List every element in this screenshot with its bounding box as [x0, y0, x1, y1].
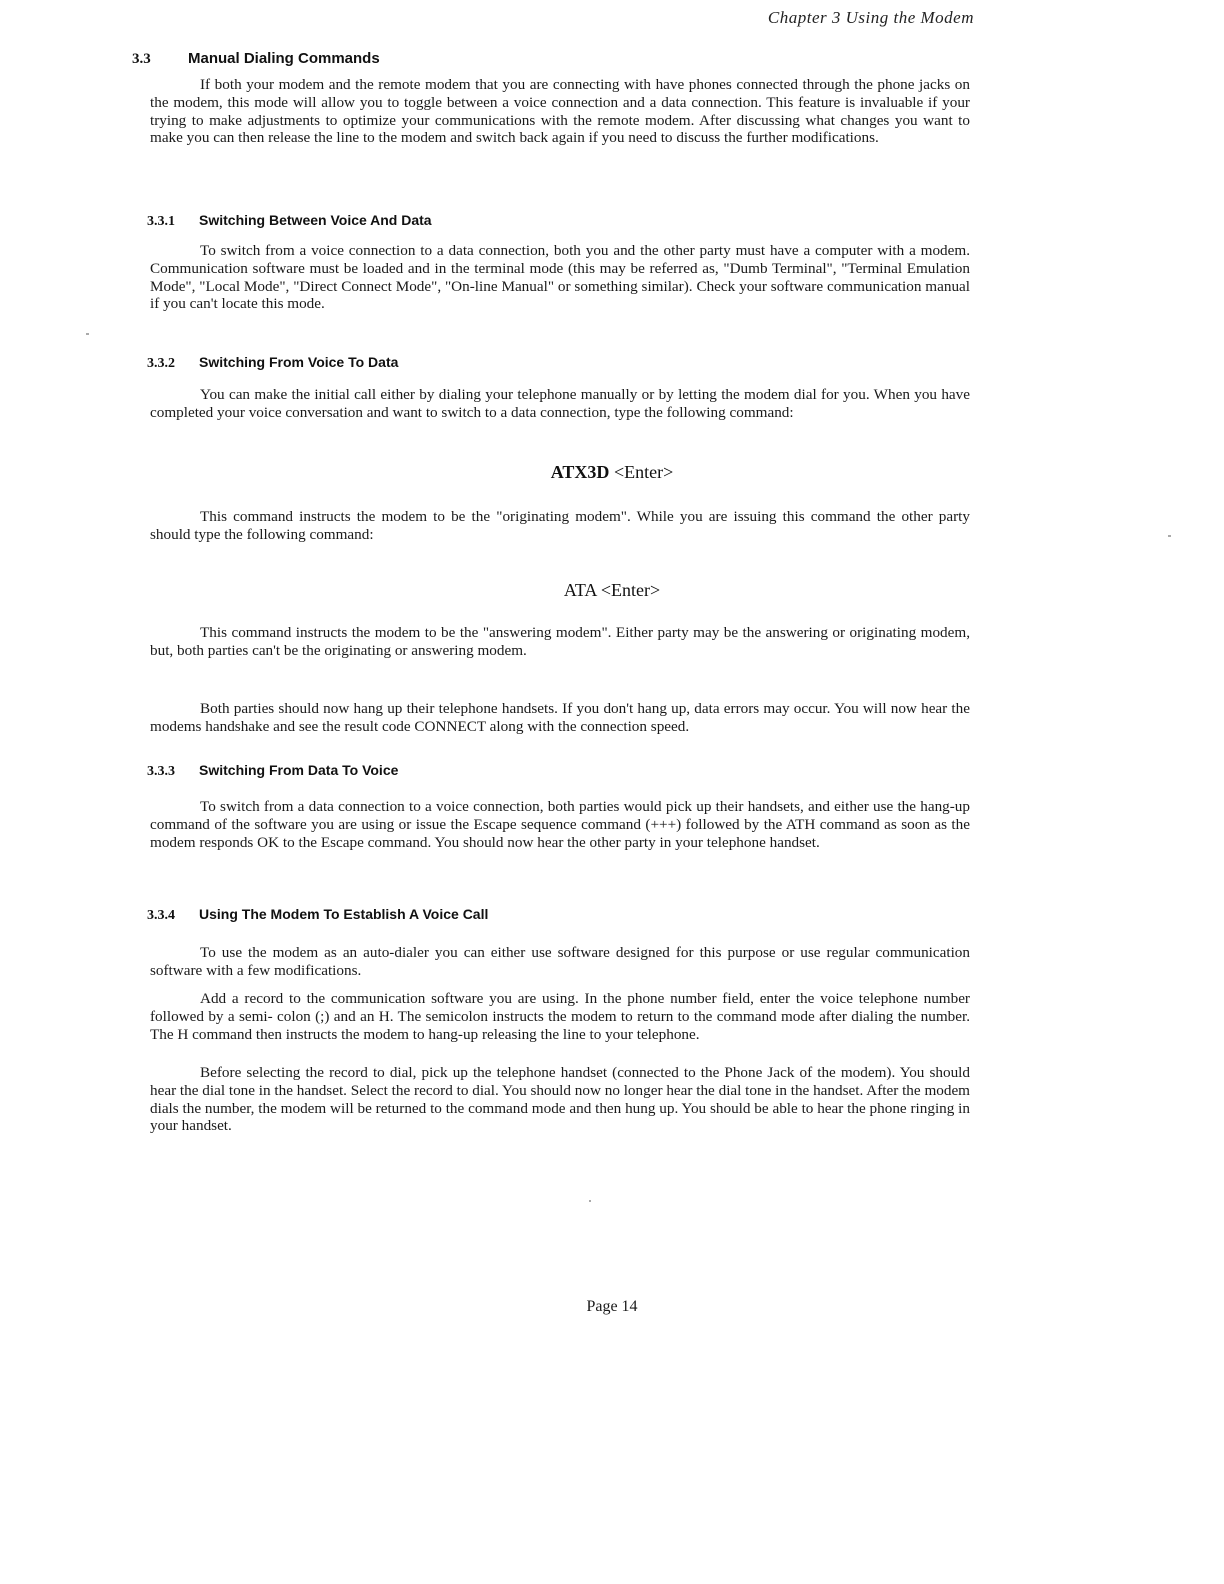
- paragraph-3-3-4-a: To use the modem as an auto-dialer you can either use software designed for this purpose or use regular communication software with a few modifications.: [150, 944, 970, 979]
- paragraph-3-3-4-c: Before selecting the record to dial, pick up the telephone handset (connected to the Phone Jack of the modem). You should hear the dial tone in the handset. Select the record to dial. You should now no longer hear the dial tone in the handset. After the modem dials the number, the modem will be returned to the command mode and then hung up. You should be able to hear the phone ringing in your handset.: [150, 1064, 970, 1135]
- paragraph-3-3-4-b: Add a record to the communication software you are using. In the phone number field, enter the voice telephone number followed by a semi- colon (;) and an H. The semicolon instructs the modem to return to the command mode after dialing the number. The H command then instructs the modem to hang-up releasing the line to your telephone.: [150, 990, 970, 1043]
- section-title: Switching From Data To Voice: [199, 762, 399, 778]
- paragraph-3-3-2-a: You can make the initial call either by dialing your telephone manually or by letting the modem dial for you. When you have completed your voice conversation and want to switch to a data connection, type the following command:: [150, 386, 970, 421]
- section-number: 3.3.3: [147, 764, 175, 779]
- running-header: Chapter 3 Using the Modem: [767, 8, 974, 27]
- paragraph-3-3: If both your modem and the remote modem that you are connecting with have phones connected through the phone jacks on the modem, this mode will allow you to toggle between a voice connection and a data connection. This feature is invaluable if your trying to make adjustments to optimize your communications with the remote modem. After discussing what changes you want to make you can then release the line to the modem and switch back again if you need to discuss the further modifications.: [150, 76, 970, 147]
- section-number: 3.3.1: [147, 214, 175, 229]
- section-title: Using The Modem To Establish A Voice Call: [199, 906, 489, 922]
- section-title: Switching From Voice To Data: [199, 354, 399, 370]
- page-number: Page 14: [586, 1298, 638, 1315]
- command-code: ATX3D: [550, 462, 610, 482]
- section-heading-3-3-1: [147, 212, 432, 230]
- section-heading-3-3-2: [147, 354, 398, 372]
- command-key: <Enter>: [613, 462, 674, 482]
- section-heading-3-3-4: [147, 906, 488, 924]
- scan-speck: [86, 333, 89, 335]
- command-originate: [0, 462, 1224, 483]
- scan-speck: [589, 1200, 591, 1202]
- paragraph-3-3-2-b: This command instructs the modem to be the "originating modem". While you are issuing this command the other party should type the following command:: [150, 508, 970, 543]
- paragraph-3-3-1: To switch from a voice connection to a data connection, both you and the other party must have a computer with a modem. Communication software must be loaded and in the terminal mode (this may be referred as, "Dumb Terminal", "Terminal Emulation Mode", "Local Mode", "Direct Connect Mode", "On-line Manual" or something similar). Check your software communication manual if you can't locate this mode.: [150, 242, 970, 313]
- paragraph-3-3-2-d: Both parties should now hang up their telephone handsets. If you don't hang up, data errors may occur. You will now hear the modems handshake and see the result code CONNECT along with the connection speed.: [150, 700, 970, 735]
- command-key: <Enter>: [600, 580, 661, 600]
- scan-speck: [1168, 535, 1171, 537]
- paragraph-3-3-3: To switch from a data connection to a voice connection, both parties would pick up their handsets, and either use the hang-up command of the software you are using or issue the Escape sequence command (+++) followed by the ATH command as soon as the modem responds OK to the Escape command. You should now hear the other party in your telephone handset.: [150, 798, 970, 851]
- section-number: 3.3.4: [147, 908, 175, 923]
- paragraph-3-3-2-c: This command instructs the modem to be the "answering modem". Either party may be the answering or originating modem, but, both parties can't be the originating or answering modem.: [150, 624, 970, 659]
- section-number: 3.3: [132, 51, 151, 67]
- section-title: Manual Dialing Commands: [188, 50, 380, 67]
- section-number: 3.3.2: [147, 356, 175, 371]
- section-title: Switching Between Voice And Data: [199, 212, 432, 228]
- section-heading-3-3: [132, 50, 380, 68]
- command-answer: [0, 580, 1224, 601]
- command-code: ATA: [563, 580, 597, 600]
- section-heading-3-3-3: [147, 762, 398, 780]
